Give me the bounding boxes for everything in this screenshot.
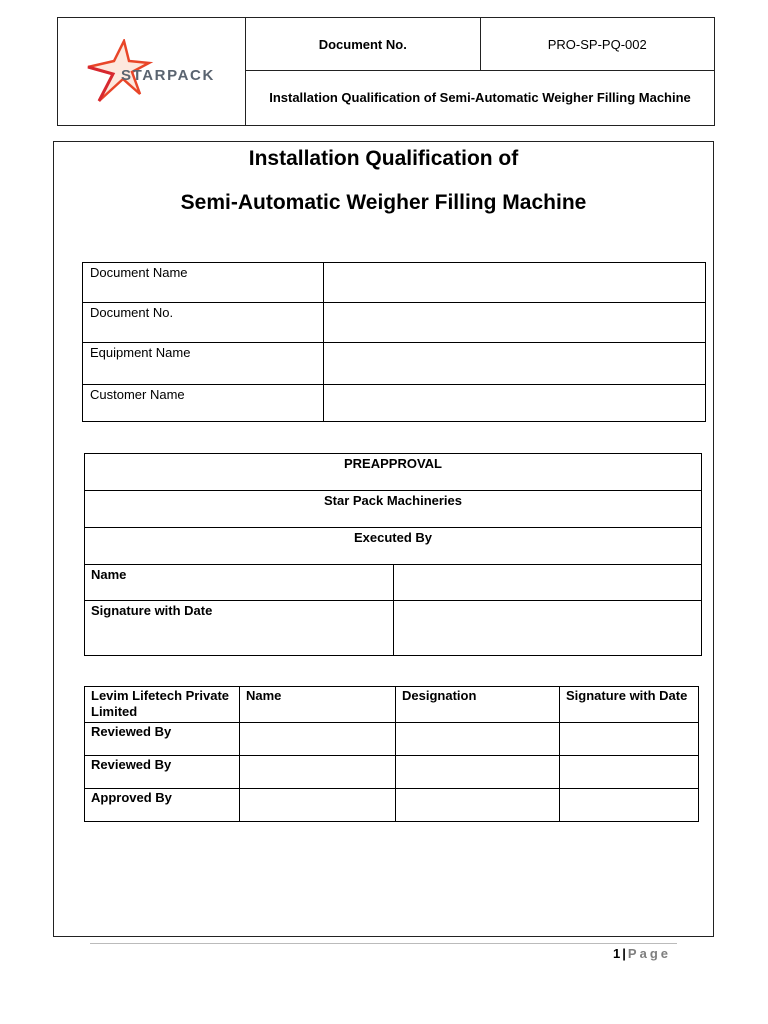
company-logo (85, 39, 215, 105)
table-row (85, 454, 702, 491)
table-row (83, 385, 706, 422)
table-row (83, 263, 706, 303)
preapproval-heading: PREAPPROVAL (85, 454, 702, 491)
page-separator: | (622, 946, 626, 961)
table-row (83, 303, 706, 343)
table-row (85, 565, 702, 601)
reviewer-designation-field[interactable] (396, 756, 560, 789)
table-row (85, 723, 699, 756)
row-role-label: Reviewed By (85, 723, 240, 756)
table-row (85, 601, 702, 656)
row-role-label: Reviewed By (85, 756, 240, 789)
reviewer-name-field[interactable] (240, 723, 396, 756)
executed-name-label: Name (85, 565, 394, 601)
page-frame (53, 141, 714, 937)
header-doc-title: Installation Qualification of Semi-Automatic Weigher Filling Machine (246, 71, 715, 126)
row-role-label: Approved By (85, 789, 240, 822)
column-header-name: Name (240, 687, 396, 723)
document-name-label: Document Name (83, 263, 324, 303)
document-info-table (82, 262, 706, 422)
document-no-label: Document No. (83, 303, 324, 343)
table-row (85, 756, 699, 789)
executed-signature-field[interactable] (393, 601, 702, 656)
header-table (57, 17, 715, 126)
customer-name-field[interactable] (324, 385, 706, 422)
table-row (85, 528, 702, 565)
table-header-row (85, 687, 699, 723)
header-doc-no-value: PRO-SP-PQ-002 (480, 18, 715, 71)
equipment-name-field[interactable] (324, 343, 706, 385)
equipment-name-label: Equipment Name (83, 343, 324, 385)
column-header-company: Levim Lifetech Private Limited (85, 687, 240, 723)
page-title-line2: Semi-Automatic Weigher Filling Machine (180, 191, 587, 214)
executed-name-field[interactable] (393, 565, 702, 601)
footer-divider (90, 943, 677, 944)
document-no-field[interactable] (324, 303, 706, 343)
approver-signature-field[interactable] (560, 789, 699, 822)
executed-by-heading: Executed By (85, 528, 702, 565)
customer-name-label: Customer Name (83, 385, 324, 422)
preapproval-company: Star Pack Machineries (85, 491, 702, 528)
header-doc-no-label: Document No. (246, 18, 481, 71)
reviewer-signature-field[interactable] (560, 723, 699, 756)
reviewer-name-field[interactable] (240, 756, 396, 789)
table-row (83, 343, 706, 385)
preapproval-table (84, 453, 702, 656)
review-approval-table (84, 686, 699, 822)
approver-name-field[interactable] (240, 789, 396, 822)
document-name-field[interactable] (324, 263, 706, 303)
logo-cell (58, 18, 246, 126)
page-number: 1 (613, 946, 621, 961)
page-label: Page (627, 946, 671, 961)
page-title-line1: Installation Qualification of (248, 147, 519, 170)
logo-text: STARPACK (121, 66, 215, 84)
reviewer-signature-field[interactable] (560, 756, 699, 789)
approver-designation-field[interactable] (396, 789, 560, 822)
column-header-designation: Designation (396, 687, 560, 723)
executed-signature-label: Signature with Date (85, 601, 394, 656)
table-row (85, 491, 702, 528)
table-row (85, 789, 699, 822)
column-header-signature: Signature with Date (560, 687, 699, 723)
reviewer-designation-field[interactable] (396, 723, 560, 756)
page-footer (613, 946, 671, 961)
